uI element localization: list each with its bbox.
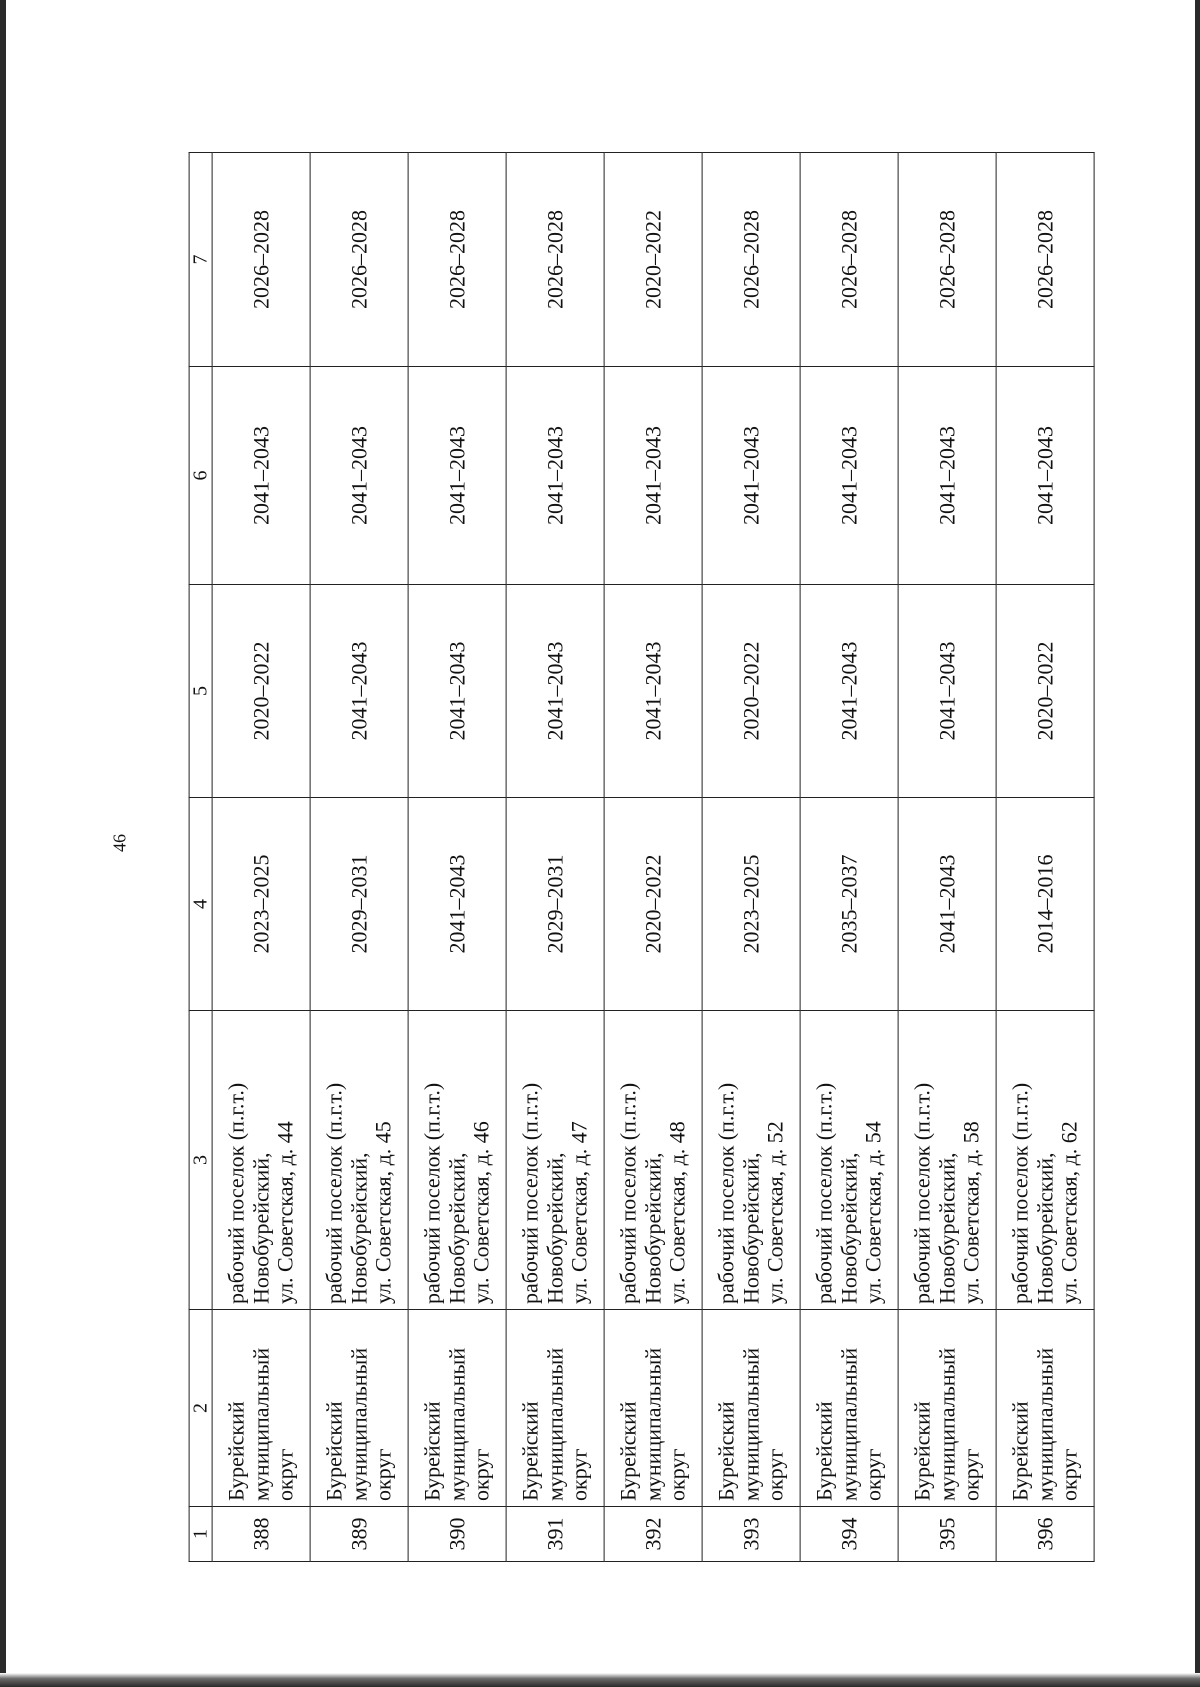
table-body [213,153,1095,1562]
address-line: ул. Советская, д. 44 [272,1121,298,1304]
table-row [213,153,311,1562]
period-cell-c6: 2041–2043 [213,367,311,585]
period-cell-c6: 2041–2043 [507,367,605,585]
address-line: рабочий поселок (п.г.т.) [713,1082,739,1304]
address-cell [409,1011,507,1310]
period-cell-c4: 2023–2025 [213,798,311,1011]
address-line: Новобурейский, [836,1152,862,1304]
period-cell-c5: 2041–2043 [801,585,899,798]
district-line: Бурейский [909,1401,935,1501]
period-cell-c5: 2041–2043 [899,585,997,798]
address-cell [507,1011,605,1310]
table-row [507,153,605,1562]
address-line: ул. Советская, д. 52 [762,1121,788,1304]
rotated-table-wrapper [189,152,1095,1561]
scan-edge-right [1195,0,1200,1687]
period-cell-c6: 2041–2043 [605,367,703,585]
table-row [703,153,801,1562]
district-line: округ [272,1448,298,1501]
period-cell-c6: 2041–2043 [801,367,899,585]
address-line: Новобурейский, [640,1152,666,1304]
period-cell-c7: 2026–2028 [899,153,997,367]
address-line: рабочий поселок (п.г.т.) [909,1082,935,1304]
district-cell [311,1310,409,1507]
district-line: округ [370,1448,396,1501]
period-cell-c6: 2041–2043 [899,367,997,585]
row-number: 393 [703,1507,801,1562]
header-col-4: 4 [189,798,212,1011]
period-cell-c7: 2026–2028 [409,153,507,367]
address-cell [899,1011,997,1310]
address-line: Новобурейский, [934,1152,960,1304]
address-cell [605,1011,703,1310]
district-cell [703,1310,801,1507]
period-cell-c5: 2041–2043 [409,585,507,798]
district-cell [605,1310,703,1507]
address-line: ул. Советская, д. 54 [860,1121,886,1304]
address-cell [801,1011,899,1310]
district-line: муниципальный [346,1347,372,1501]
address-line: рабочий поселок (п.г.т.) [517,1082,543,1304]
address-line: Новобурейский, [248,1152,274,1304]
period-cell-c4: 2029–2031 [507,798,605,1011]
district-line: округ [1056,1448,1082,1501]
district-cell [997,1310,1095,1507]
header-row [189,153,212,1562]
district-line: муниципальный [934,1347,960,1501]
period-cell-c7: 2026–2028 [801,153,899,367]
address-line: ул. Советская, д. 46 [468,1121,494,1304]
header-col-2: 2 [189,1310,212,1507]
row-number: 396 [997,1507,1095,1562]
address-cell [311,1011,409,1310]
row-number: 389 [311,1507,409,1562]
district-cell [801,1310,899,1507]
address-line: рабочий поселок (п.г.т.) [419,1082,445,1304]
scan-edge-bottom [0,1673,1200,1687]
period-cell-c7: 2020–2022 [605,153,703,367]
address-line: Новобурейский, [738,1152,764,1304]
district-line: округ [860,1448,886,1501]
period-cell-c4: 2023–2025 [703,798,801,1011]
district-line: муниципальный [542,1347,568,1501]
period-cell-c7: 2026–2028 [213,153,311,367]
period-cell-c5: 2041–2043 [311,585,409,798]
district-line: округ [468,1448,494,1501]
address-line: Новобурейский, [346,1152,372,1304]
table-row [605,153,703,1562]
address-cell [997,1011,1095,1310]
district-cell [507,1310,605,1507]
header-col-5: 5 [189,585,212,798]
period-cell-c4: 2020–2022 [605,798,703,1011]
district-line: Бурейский [1007,1401,1033,1501]
district-line: Бурейский [321,1401,347,1501]
address-line: Новобурейский, [444,1152,470,1304]
district-line: муниципальный [248,1347,274,1501]
address-line: ул. Советская, д. 58 [958,1121,984,1304]
period-cell-c4: 2041–2043 [409,798,507,1011]
address-line: рабочий поселок (п.г.т.) [223,1082,249,1304]
row-number: 394 [801,1507,899,1562]
data-table [189,152,1095,1562]
district-line: муниципальный [738,1347,764,1501]
page-number: 46 [109,834,130,852]
table-row [899,153,997,1562]
period-cell-c5: 2020–2022 [703,585,801,798]
row-number: 391 [507,1507,605,1562]
scan-edge-left [0,0,6,1687]
address-line: ул. Советская, д. 48 [664,1121,690,1304]
period-cell-c7: 2026–2028 [703,153,801,367]
header-col-3: 3 [189,1011,212,1310]
period-cell-c5: 2020–2022 [997,585,1095,798]
address-line: ул. Советская, д. 45 [370,1121,396,1304]
address-line: Новобурейский, [542,1152,568,1304]
district-line: Бурейский [811,1401,837,1501]
row-number: 388 [213,1507,311,1562]
address-line: рабочий поселок (п.г.т.) [321,1082,347,1304]
table-row [801,153,899,1562]
district-line: округ [664,1448,690,1501]
row-number: 390 [409,1507,507,1562]
district-line: Бурейский [615,1401,641,1501]
district-cell [899,1310,997,1507]
address-cell [703,1011,801,1310]
district-cell [213,1310,311,1507]
district-line: муниципальный [640,1347,666,1501]
address-line: ул. Советская, д. 62 [1056,1121,1082,1304]
district-cell [409,1310,507,1507]
period-cell-c4: 2041–2043 [899,798,997,1011]
header-col-7: 7 [189,153,212,367]
district-line: округ [762,1448,788,1501]
district-line: муниципальный [836,1347,862,1501]
address-line: Новобурейский, [1032,1152,1058,1304]
period-cell-c7: 2026–2028 [311,153,409,367]
period-cell-c4: 2029–2031 [311,798,409,1011]
district-line: округ [958,1448,984,1501]
district-line: муниципальный [444,1347,470,1501]
period-cell-c4: 2014–2016 [997,798,1095,1011]
district-line: Бурейский [517,1401,543,1501]
address-line: рабочий поселок (п.г.т.) [811,1082,837,1304]
address-line: ул. Советская, д. 47 [566,1121,592,1304]
district-line: Бурейский [419,1401,445,1501]
address-line: рабочий поселок (п.г.т.) [1007,1082,1033,1304]
header-col-6: 6 [189,367,212,585]
period-cell-c7: 2026–2028 [997,153,1095,367]
period-cell-c6: 2041–2043 [997,367,1095,585]
period-cell-c5: 2041–2043 [605,585,703,798]
table-row [409,153,507,1562]
period-cell-c5: 2041–2043 [507,585,605,798]
period-cell-c6: 2041–2043 [409,367,507,585]
district-line: Бурейский [713,1401,739,1501]
period-cell-c6: 2041–2043 [311,367,409,585]
period-cell-c4: 2035–2037 [801,798,899,1011]
header-col-1: 1 [189,1507,212,1562]
district-line: муниципальный [1032,1347,1058,1501]
row-number: 392 [605,1507,703,1562]
district-line: Бурейский [223,1401,249,1501]
table-row [311,153,409,1562]
address-cell [213,1011,311,1310]
district-line: округ [566,1448,592,1501]
period-cell-c6: 2041–2043 [703,367,801,585]
row-number: 395 [899,1507,997,1562]
period-cell-c5: 2020–2022 [213,585,311,798]
address-line: рабочий поселок (п.г.т.) [615,1082,641,1304]
period-cell-c7: 2026–2028 [507,153,605,367]
table-row [997,153,1095,1562]
